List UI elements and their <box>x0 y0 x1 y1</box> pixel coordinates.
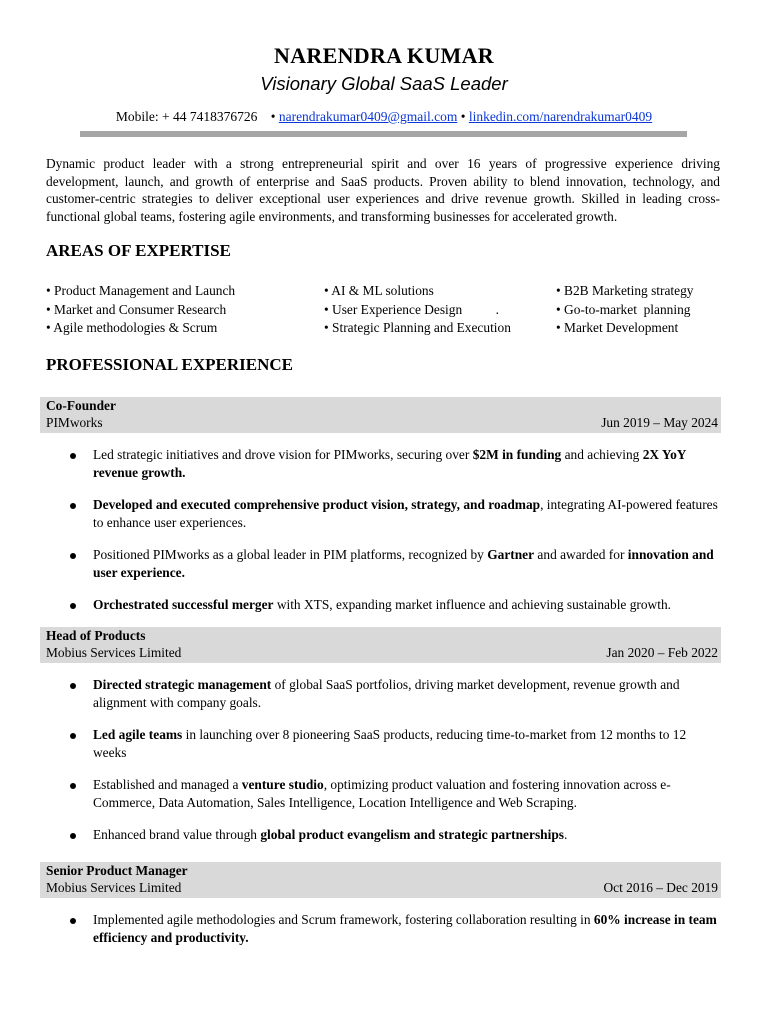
expertise-item: • Go-to-market planning <box>556 301 691 317</box>
role-company: PIMworks <box>46 415 103 430</box>
bullet-text: with XTS, expanding market influence and achieving sustainable growth. <box>273 597 671 612</box>
profile-summary: Dynamic product leader with a strong entrepreneurial spirit and over 16 years of progressive experience driving development, launch, and growth of enterprise and SaaS products. Proven ability to blend innovation, technology, and customer-centric strategies to deliver exceptional user experiences and drive revenue growth. Skilled in leading cross-functional global teams, fostering agile environments, and transforming businesses for accelerated growth. <box>46 156 720 224</box>
header-divider <box>80 131 687 137</box>
bullet-item <box>93 546 721 582</box>
section-title-experience: PROFESSIONAL EXPERIENCE <box>46 355 294 374</box>
bullet-text-bold: $2M in funding <box>472 447 562 462</box>
expertise-item: • B2B Marketing strategy <box>556 283 694 298</box>
bullet-text: and awarded for <box>534 547 628 562</box>
expertise-item: • Strategic Planning and Execution <box>324 320 511 336</box>
bullet-item <box>93 911 721 947</box>
bullet-text: Implemented agile methodologies and Scrum framework, fostering collaboration resulting in <box>93 912 594 927</box>
bullet-text: Led strategic initiatives and drove vision for PIMworks, securing over <box>93 447 473 462</box>
role-dates: Jun 2019 – May 2024 <box>601 415 718 430</box>
role-header <box>40 397 721 433</box>
role-title: Co-Founder <box>46 398 116 413</box>
role-title: Senior Product Manager <box>46 863 188 878</box>
bullet-item <box>93 726 721 762</box>
bullet-text-bold: Developed and executed comprehensive product vision, strategy, and roadmap <box>93 497 541 512</box>
contact-separator: • <box>270 109 276 124</box>
expertise-column-2 <box>324 282 511 338</box>
bullet-text: Enhanced brand value through <box>93 827 261 842</box>
bullet-text: , optimizing product valuation and fostering innovation across e-Commerce, Data Automation, Sales Intelligence, Location Intelligence and Web Scraping. <box>93 777 671 810</box>
bullet-item <box>93 446 721 482</box>
expertise-item: • Product Management and Launch <box>46 283 236 298</box>
bullet-item <box>93 496 721 532</box>
section-title-expertise: AREAS OF EXPERTISE <box>46 241 231 260</box>
email-link[interactable]: narendrakumar0409@gmail.com <box>278 109 458 124</box>
bullet-text: and achieving <box>561 447 643 462</box>
contact-line <box>0 109 768 125</box>
bullet-text-bold: Orchestrated successful merger <box>93 597 274 612</box>
bullet-text-bold: Gartner <box>487 547 535 562</box>
bullet-text: , integrating AI-powered features to enhance user experiences. <box>93 497 718 530</box>
role-dates: Jan 2020 – Feb 2022 <box>606 645 718 660</box>
bullet-text-bold: Led agile teams <box>93 727 183 742</box>
role-dates: Oct 2016 – Dec 2019 <box>603 880 718 895</box>
candidate-tagline: Visionary Global SaaS Leader <box>260 73 508 94</box>
bullet-text-bold: Directed strategic management <box>93 677 272 692</box>
role-header <box>40 627 721 663</box>
bullet-dot-icon <box>70 918 76 924</box>
bullet-dot-icon <box>70 553 76 559</box>
bullet-text-bold: 60% increase in team efficiency and productivity. <box>93 912 717 945</box>
bullet-text-bold: venture studio <box>241 777 324 792</box>
bullet-dot-icon <box>70 733 76 739</box>
bullet-text: in launching over 8 pioneering SaaS products, reducing time-to-market from 12 months to 12 weeks <box>93 727 687 760</box>
expertise-item: • User Experience Design . <box>324 301 499 317</box>
role-company: Mobius Services Limited <box>46 645 182 660</box>
bullet-dot-icon <box>70 453 76 459</box>
bullet-text-bold: global product evangelism and strategic partnerships <box>260 827 564 842</box>
bullet-dot-icon <box>70 683 76 689</box>
role-company: Mobius Services Limited <box>46 880 182 895</box>
expertise-item: • Market and Consumer Research <box>46 301 227 317</box>
bullet-dot-icon <box>70 783 76 789</box>
expertise-item: • Agile methodologies & Scrum <box>46 320 218 336</box>
bullet-item <box>93 676 721 712</box>
bullet-item <box>93 596 721 614</box>
contact-separator: • <box>460 109 466 124</box>
bullet-text-bold: 2X YoY revenue growth. <box>93 447 686 480</box>
bullet-text-bold: innovation and user experience. <box>93 547 714 580</box>
expertise-item: • Market Development <box>556 320 679 336</box>
bullet-dot-icon <box>70 503 76 509</box>
mobile-number: Mobile: + 44 7418376726 <box>115 109 258 124</box>
bullet-text: of global SaaS portfolios, driving market development, revenue growth and alignment with company goals. <box>93 677 680 710</box>
expertise-column-3 <box>556 282 693 338</box>
bullet-item <box>93 776 721 812</box>
bullet-text: Positioned PIMworks as a global leader in PIM platforms, recognized by <box>93 547 488 562</box>
expertise-item: • AI & ML solutions <box>324 283 434 298</box>
bullet-text: Established and managed a <box>93 777 242 792</box>
candidate-name: NARENDRA KUMAR <box>274 43 494 68</box>
bullet-text: . <box>563 827 568 842</box>
role-header <box>40 862 721 898</box>
bullet-dot-icon <box>70 603 76 609</box>
bullet-item <box>93 826 721 844</box>
linkedin-link[interactable]: linkedin.com/narendrakumar0409 <box>468 109 653 124</box>
role-title: Head of Products <box>46 628 146 643</box>
expertise-column-1 <box>46 282 235 338</box>
bullet-dot-icon <box>70 833 76 839</box>
